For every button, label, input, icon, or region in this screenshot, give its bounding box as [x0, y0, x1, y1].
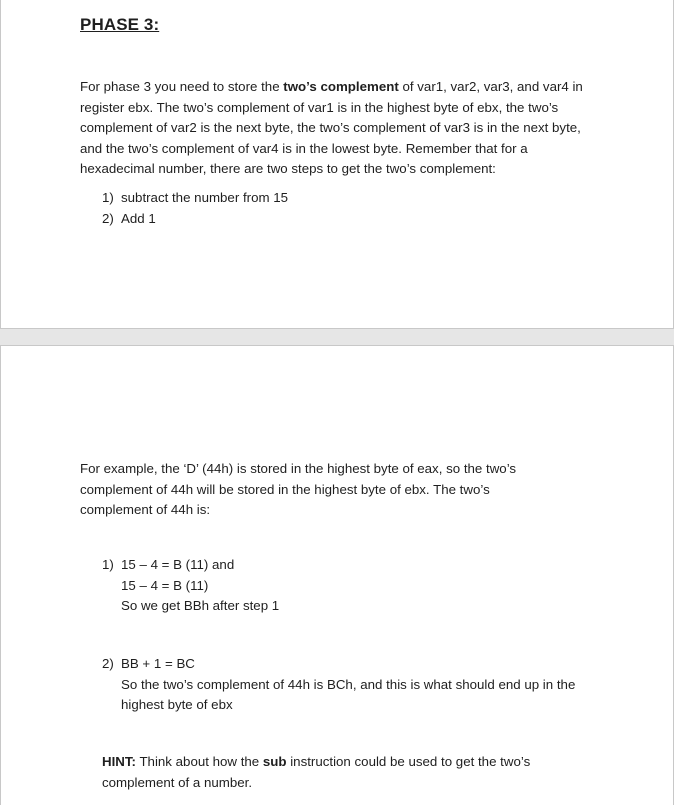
step-1-line-2: 15 – 4 = B (11) — [121, 577, 209, 593]
step-number: 1) — [102, 190, 114, 205]
example-step-2 — [102, 654, 602, 716]
step-1-line-1: 15 – 4 = B (11) and — [121, 557, 235, 572]
twos-complement-steps — [102, 188, 288, 229]
step-2-line-2: So the two’s complement of 44h is BCh, and this is what should end up in the highest byte of ebx — [121, 676, 576, 713]
list-item — [102, 188, 288, 209]
step-number: 2) — [102, 210, 114, 226]
document-page-2 — [0, 345, 674, 805]
step-text: Add 1 — [121, 210, 156, 226]
hint-text-before: Think about how the — [135, 754, 263, 769]
hint-paragraph — [102, 752, 602, 793]
step-text: subtract the number from 15 — [121, 190, 289, 205]
example-step-1 — [102, 555, 279, 617]
hint-bold-word: sub — [262, 754, 287, 769]
step-number: 1) — [102, 557, 114, 572]
phase-heading: PHASE 3: — [80, 15, 160, 34]
example-intro: For example, the ‘D’ (44h) is stored in the highest byte of eax, so the two’s complement of 44h will be stored in the highest byte of ebx. The two’s complement of 44h is: — [80, 461, 517, 518]
document-page-1 — [0, 0, 674, 329]
phase-instructions — [80, 77, 600, 180]
hint-text-after: instruction could be used to get the two’s complement of a number. — [102, 754, 531, 790]
list-item — [102, 209, 288, 230]
step-2-line-1: BB + 1 = BC — [121, 656, 195, 671]
intro-text-before: For phase 3 you need to store the — [80, 79, 284, 94]
hint-label: HINT: — [102, 754, 136, 769]
intro-text-after: of var1, var2, var3, and var4 in register ebx. The two’s complement of var1 is in the highest byte of ebx, the two’s complement of var2 is the next byte, the two’s complement of var3 is in the next byte, and the two’s complement of var4 is in the lowest byte. Remember that for a hexadecimal number, there are two steps to get the two’s complement: — [80, 79, 583, 177]
step-1-line-3: So we get BBh after step 1 — [121, 598, 280, 614]
intro-bold-term: two’s complement — [283, 79, 399, 94]
step-number: 2) — [102, 656, 114, 671]
